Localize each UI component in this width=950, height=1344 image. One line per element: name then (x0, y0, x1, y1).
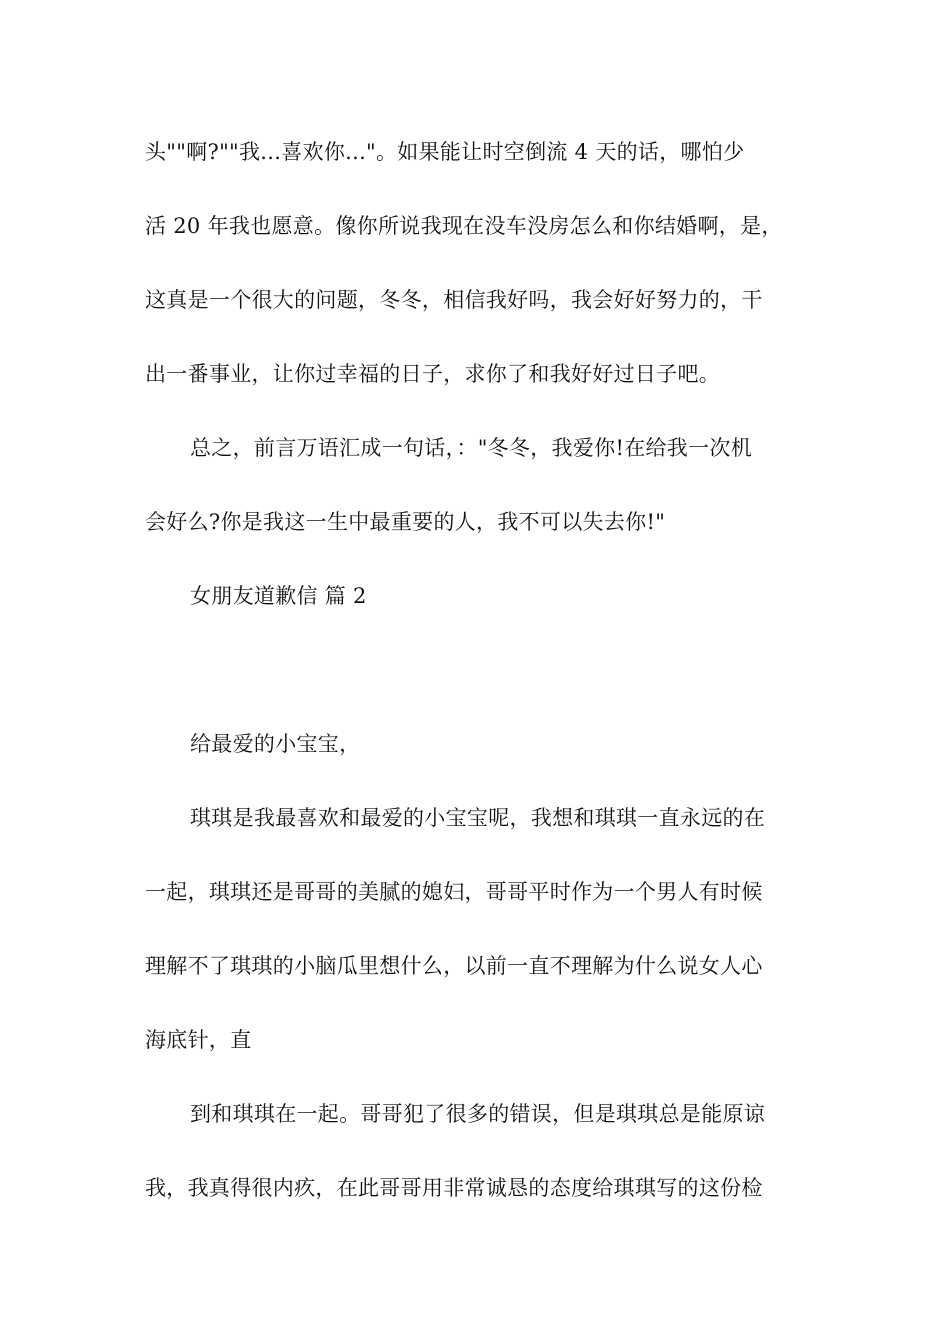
paragraph-line: 总之，前言万语汇成一句话，："冬冬，我爱你!在给我一次机 (190, 436, 752, 460)
paragraph-line: 这真是一个很大的问题，冬冬，相信我好吗，我会好好努力的，干 (145, 288, 763, 312)
section-heading: 女朋友道歉信 篇 2 (190, 584, 367, 608)
paragraph-line: 琪琪是我最喜欢和最爱的小宝宝呢，我想和琪琪一直永远的在 (190, 806, 766, 830)
paragraph-line: 会好么?你是我这一生中最重要的人，我不可以失去你!" (145, 510, 666, 534)
paragraph-line: 海底针，直 (145, 1028, 252, 1052)
salutation-line: 给最爱的小宝宝， (190, 732, 361, 756)
paragraph-line: 到和琪琪在一起。哥哥犯了很多的错误，但是琪琪总是能原谅 (190, 1102, 766, 1126)
paragraph-line: 一起，琪琪还是哥哥的美腻的媳妇，哥哥平时作为一个男人有时候 (145, 880, 763, 904)
paragraph-line: 活 20 年我也愿意。像你所说我现在没车没房怎么和你结婚啊，是， (145, 214, 783, 238)
paragraph-line: 理解不了琪琪的小脑瓜里想什么，以前一直不理解为什么说女人心 (145, 954, 763, 978)
paragraph-line: 出一番事业，让你过幸福的日子，求你了和我好好过日子吧。 (145, 362, 721, 386)
paragraph-line: 我，我真得很内疚，在此哥哥用非常诚恳的态度给琪琪写的这份检 (145, 1176, 763, 1200)
paragraph-line: 头""啊?""我...喜欢你..."。如果能让时空倒流 4 天的话，哪怕少 (145, 140, 745, 164)
